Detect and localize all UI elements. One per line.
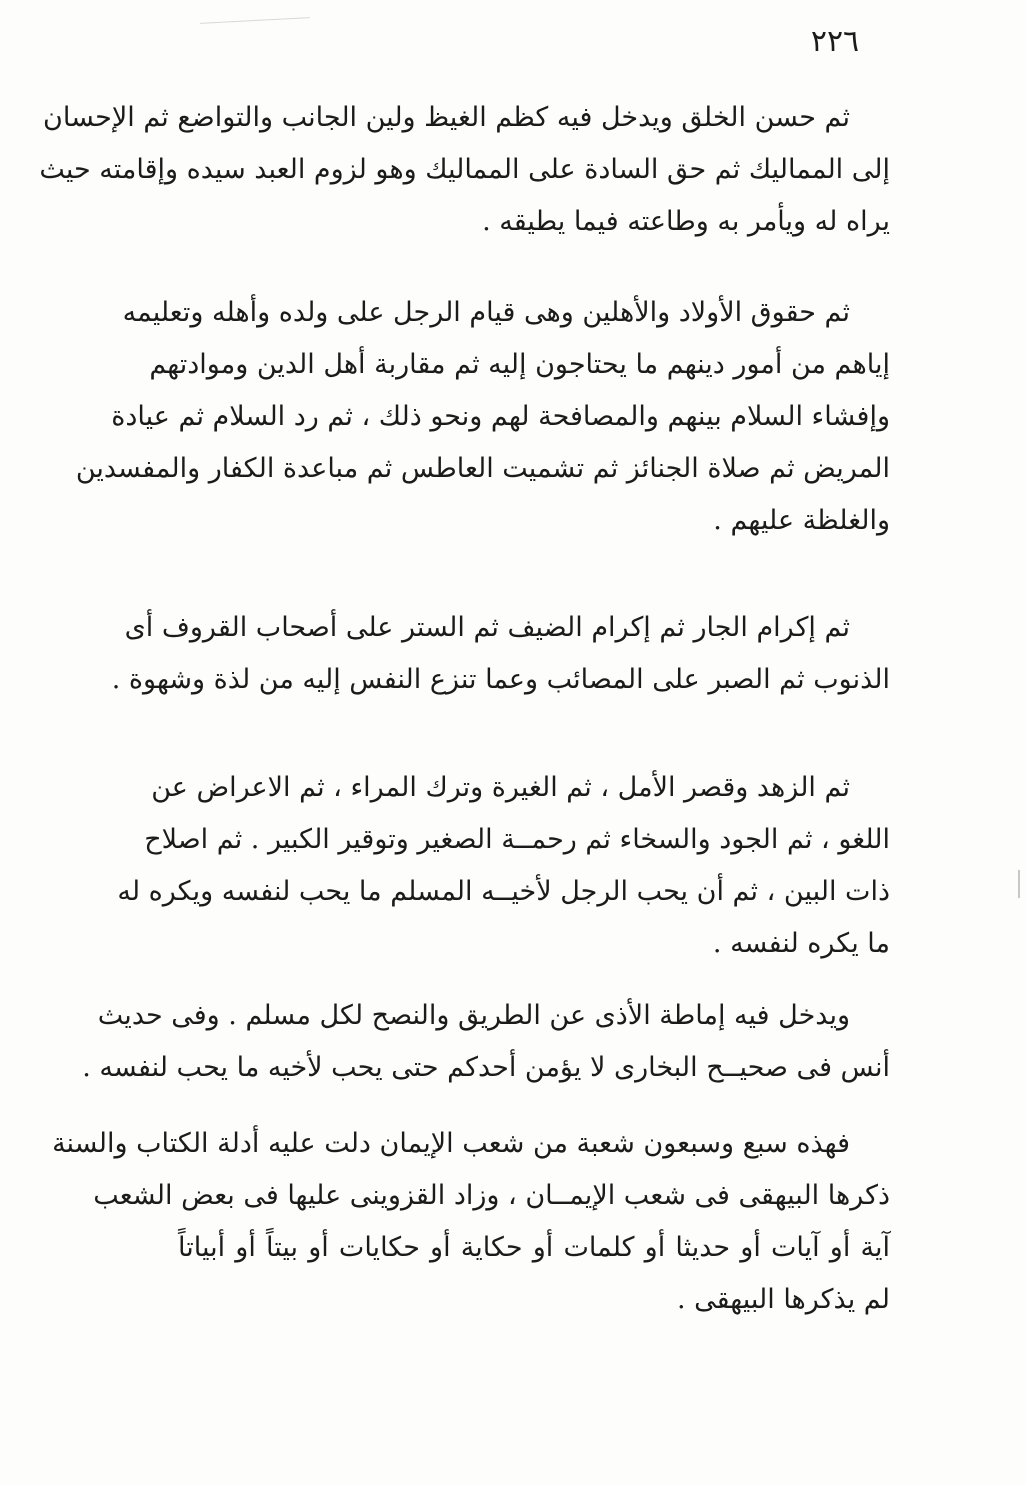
text-line: ثم حقوق الأولاد والأهلين وهى قيام الرجل على ولده وأهله وتعليمه bbox=[122, 297, 850, 328]
paragraph-neighbor-guest bbox=[111, 602, 890, 706]
paragraph-family-rights bbox=[75, 287, 890, 547]
paragraph-asceticism bbox=[117, 762, 890, 970]
text-line: ثم إكرام الجار ثم إكرام الضيف ثم الستر على أصحاب القروف أى bbox=[124, 612, 850, 643]
text-line: إياهم من أمور دينهم ما يحتاجون إليه ثم مقاربة أهل الدين وموادتهم bbox=[149, 349, 890, 380]
margin-mark bbox=[1018, 870, 1020, 898]
text-line: ذات البين ، ثم أن يحب الرجل لأخيــه المسلم ما يحب لنفسه ويكره له bbox=[117, 876, 890, 907]
text-line: يراه له ويأمر به وطاعته فيما يطيقه . bbox=[482, 206, 890, 237]
text-line: إلى المماليك ثم حق السادة على المماليك وهو لزوم العبد سيده وإقامته حيث bbox=[39, 154, 890, 185]
text-line: ثم الزهد وقصر الأمل ، ثم الغيرة وترك المراء ، ثم الاعراض عن bbox=[151, 772, 850, 803]
paragraph-summary bbox=[52, 1118, 890, 1326]
paragraph-good-character bbox=[39, 92, 890, 248]
text-line: وإفشاء السلام بينهم والمصافحة لهم ونحو ذلك ، ثم رد السلام ثم عيادة bbox=[111, 401, 890, 432]
text-line: آية أو آيات أو حديثا أو كلمات أو حكاية أو حكايات أو بيتاً أو أبياتاً bbox=[178, 1232, 890, 1263]
text-line: ويدخل فيه إماطة الأذى عن الطريق والنصح لكل مسلم . وفى حديث bbox=[97, 1000, 850, 1031]
page-number: ٢٢٦ bbox=[810, 24, 860, 59]
text-line: المريض ثم صلاة الجنائز ثم تشميت العاطس ثم مباعدة الكفار والمفسدين bbox=[75, 453, 890, 484]
text-line: الذنوب ثم الصبر على المصائب وعما تنزع النفس إليه من لذة وشهوة . bbox=[111, 664, 890, 695]
text-line: اللغو ، ثم الجود والسخاء ثم رحمــة الصغير وتوقير الكبير . ثم اصلاح bbox=[144, 824, 890, 855]
text-line: ثم حسن الخلق ويدخل فيه كظم الغيظ ولين الجانب والتواضع ثم الإحسان bbox=[43, 102, 850, 133]
text-line: أنس فى صحيــح البخارى لا يؤمن أحدكم حتى يحب لأخيه ما يحب لنفسه . bbox=[82, 1052, 890, 1083]
paragraph-removing-harm bbox=[82, 990, 890, 1094]
text-line: فهذه سبع وسبعون شعبة من شعب الإيمان دلت عليه أدلة الكتاب والسنة bbox=[52, 1128, 850, 1159]
text-line: لم يذكرها البيهقى . bbox=[676, 1284, 890, 1315]
scan-artifact bbox=[200, 17, 310, 24]
text-line: ذكرها البيهقى فى شعب الإيمــان ، وزاد القزوينى عليها فى بعض الشعب bbox=[93, 1180, 890, 1211]
text-line: والغلظة عليهم . bbox=[713, 505, 890, 536]
text-line: ما يكره لنفسه . bbox=[712, 928, 890, 959]
